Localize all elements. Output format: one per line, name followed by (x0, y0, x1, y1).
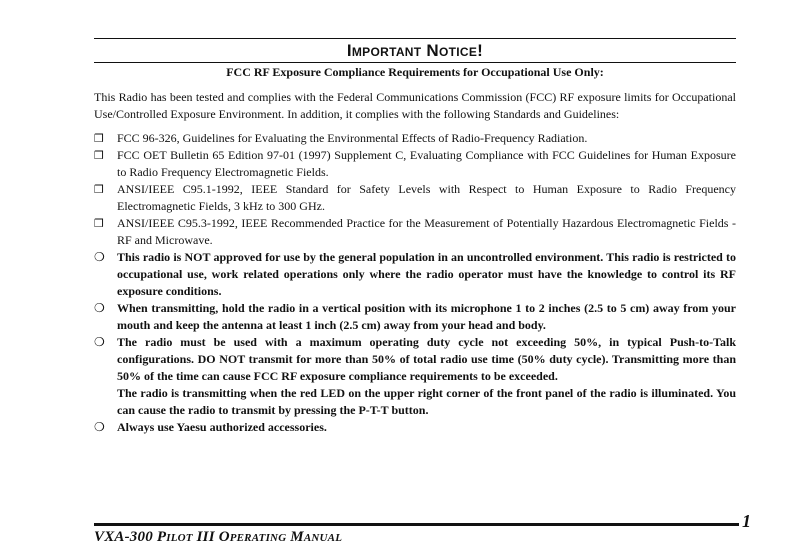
notice-list (94, 130, 736, 436)
warning-item (94, 419, 736, 436)
warning-text: The radio must be used with a maximum operating duty cycle not exceeding 50%, in typical Push-to-Talk configurations. DO NOT transmit for more than 50% of total radio use time (50% duty cycle). Transmitting more than 50% of the time can cause FCC RF exposure compliance requirements to be exceeded. (117, 335, 736, 383)
standard-item (94, 181, 736, 215)
circle-bullet-icon: ❍ (94, 335, 105, 349)
warning-text: This radio is NOT approved for use by the general population in an uncontrolled environment. This radio is restricted to occupational use, work related operations only where the radio operator must have the knowledge to control its RF exposure conditions. (117, 250, 736, 298)
checkbox-bullet-icon: ❒ (94, 149, 104, 162)
warning-item (94, 300, 736, 334)
standard-item (94, 147, 736, 181)
circle-bullet-icon: ❍ (94, 250, 105, 264)
standard-item (94, 215, 736, 249)
page-title: Important Notice! (346, 41, 484, 60)
standard-item (94, 130, 736, 147)
warning-text-led: The radio is transmitting when the red LED on the upper right corner of the front panel of the radio is illuminated. You can cause the radio to transmit by pressing the P-T-T button. (117, 386, 736, 417)
page-number: 1 (742, 511, 751, 531)
manual-title: VXA-300 Pilot III Operating Manual (94, 529, 343, 545)
circle-bullet-icon: ❍ (94, 301, 105, 315)
warning-text: Always use Yaesu authorized accessories. (117, 420, 327, 434)
standard-text: FCC 96-326, Guidelines for Evaluating the Environmental Effects of Radio-Frequency Radiation. (117, 131, 588, 145)
standard-text: ANSI/IEEE C95.1-1992, IEEE Standard for Safety Levels with Respect to Human Exposure to Radio Frequency Electromagnetic Fields, 3 kHz to 300 GHz. (117, 182, 736, 213)
standard-text: ANSI/IEEE C95.3-1992, IEEE Recommended Practice for the Measurement of Potentially Hazardous Electromagnetic Fields - RF and Microwave. (117, 216, 736, 247)
warning-item (94, 334, 736, 419)
subtitle: FCC RF Exposure Compliance Requirements for Occupational Use Only: (226, 65, 604, 79)
title-rule (94, 62, 736, 63)
checkbox-bullet-icon: ❒ (94, 217, 104, 230)
warning-item (94, 249, 736, 300)
checkbox-bullet-icon: ❒ (94, 132, 104, 145)
warning-text: When transmitting, hold the radio in a vertical position with its microphone 1 to 2 inches (2.5 to 5 cm) away from your mouth and keep the antenna at least 1 inch (2.5 cm) away from your head and body. (117, 301, 736, 332)
footer-rule (94, 523, 739, 526)
intro-paragraph: This Radio has been tested and complies with the Federal Communications Commission (FCC) RF exposure limits for Occupational Use/Controlled Exposure Environment. In addition, it complies with the following Standards and Guidelines: (94, 90, 736, 121)
standard-text: FCC OET Bulletin 65 Edition 97-01 (1997) Supplement C, Evaluating Compliance with FCC Guidelines for Human Exposure to Radio Frequency Electromagnetic Fields. (117, 148, 736, 179)
circle-bullet-icon: ❍ (94, 420, 105, 434)
checkbox-bullet-icon: ❒ (94, 183, 104, 196)
